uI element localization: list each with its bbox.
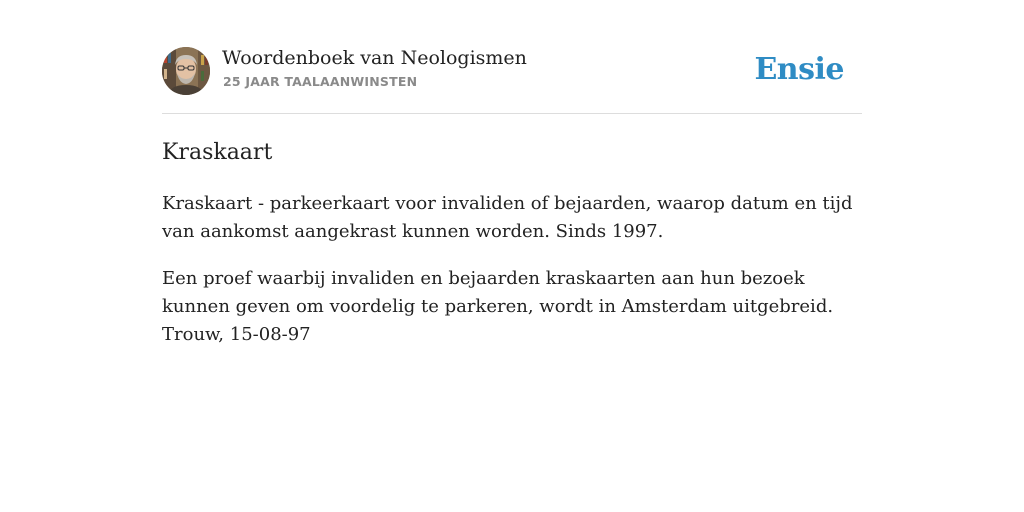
header: [162, 46, 862, 96]
author-name[interactable]: Woordenboek van Neologismen: [222, 47, 527, 69]
author-avatar[interactable]: [162, 47, 210, 95]
entry-title: Kraskaart: [162, 140, 273, 165]
author-photo-icon: [162, 47, 210, 95]
citation-paragraph: Een proef waarbij invaliden en bejaarden kraskaarten aan hun bezoek kunnen geven om voordelig te parkeren, wordt in Amsterdam uitgebreid. Trouw, 15-08-97: [162, 268, 834, 345]
header-divider: [162, 113, 862, 114]
definition-paragraph: Kraskaart - parkeerkaart voor invaliden of bejaarden, waarop datum en tijd van aankomst aangekrast kunnen worden. Sinds 1997.: [162, 193, 853, 242]
entry-content: [162, 190, 862, 368]
ensie-logo-link[interactable]: Ensie: [754, 52, 844, 87]
author-subtitle: 25 JAAR TAALAANWINSTEN: [223, 74, 418, 89]
